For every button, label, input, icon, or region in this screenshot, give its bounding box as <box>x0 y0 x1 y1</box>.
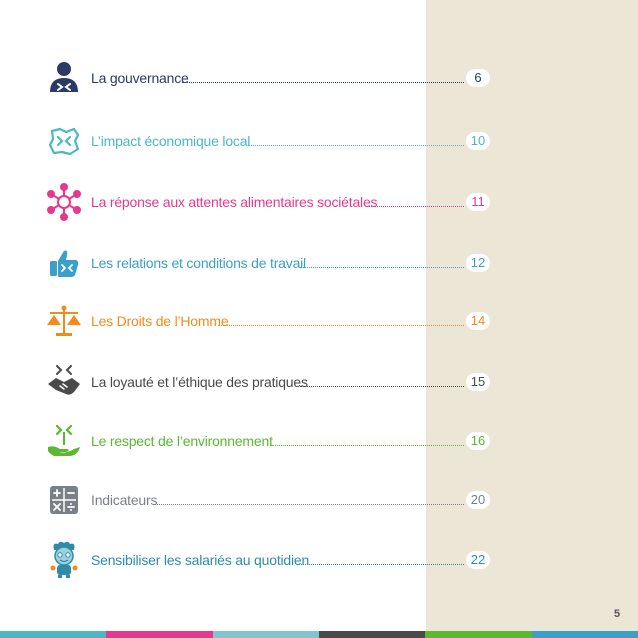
color-stripe-segment <box>319 631 425 638</box>
toc-entry-relations-travail[interactable] <box>44 243 490 283</box>
toc-entry-page: 10 <box>466 132 490 150</box>
dot-leader <box>300 267 464 268</box>
toc-entry-label: La réponse aux attentes alimentaires sociétales <box>91 194 378 210</box>
toc-entry-label: L’impact économique local <box>91 133 251 149</box>
sprout-in-hand-icon <box>44 421 84 461</box>
toc-entry-loyaute-ethique[interactable] <box>44 362 490 402</box>
toc-entry-label: Les relations et conditions de travail <box>91 255 306 271</box>
color-stripe-segment <box>0 631 106 638</box>
toc-entry-droits-homme[interactable] <box>44 301 490 341</box>
calculator-icon <box>44 480 84 520</box>
toc-entry-page: 20 <box>466 491 490 509</box>
toc-entry-reponse-alimentaire[interactable] <box>44 182 490 222</box>
color-stripe-segment <box>425 631 531 638</box>
color-stripe-segment <box>213 631 319 638</box>
toc-entry-label: Sensibiliser les salariés au quotidien <box>91 552 310 568</box>
toc-entry-label: La gouvernance <box>91 70 189 86</box>
toc-entry-page: 12 <box>466 254 490 272</box>
color-stripe-footer <box>0 631 638 638</box>
toc-entry-indicateurs[interactable] <box>44 480 490 520</box>
toc-entry-label: Le respect de l’environnement <box>91 433 273 449</box>
businessman-icon <box>44 58 84 98</box>
toc-entry-gouvernance[interactable] <box>44 58 490 98</box>
mascot-icon <box>44 540 84 580</box>
dot-leader <box>299 564 464 565</box>
thumbs-up-icon <box>44 243 84 283</box>
handshake-icon <box>44 362 84 402</box>
toc-entry-page: 6 <box>466 69 490 87</box>
toc-entry-sensibiliser[interactable] <box>44 540 490 580</box>
toc-entry-impact-economique[interactable] <box>44 121 490 161</box>
dot-leader <box>300 386 464 387</box>
molecule-icon <box>44 182 84 222</box>
scales-icon <box>44 301 84 341</box>
toc-entry-environnement[interactable] <box>44 421 490 461</box>
toc-entry-page: 14 <box>466 312 490 330</box>
dot-leader <box>154 504 464 505</box>
toc-entry-label: Indicateurs <box>91 492 158 508</box>
dot-leader <box>270 445 464 446</box>
dot-leader <box>218 325 464 326</box>
toc-entry-label: Les Droits de l’Homme <box>91 313 229 329</box>
toc-entry-label: La loyauté et l’éthique des pratiques <box>91 374 308 390</box>
dot-leader <box>248 145 464 146</box>
dot-leader <box>182 82 464 83</box>
toc-entry-page: 22 <box>466 551 490 569</box>
dot-leader <box>367 206 464 207</box>
region-map-icon <box>44 121 84 161</box>
color-stripe-segment <box>532 631 638 638</box>
page-number: 5 <box>614 608 621 620</box>
toc-entry-page: 15 <box>466 373 490 391</box>
toc-entry-page: 16 <box>466 432 490 450</box>
color-stripe-segment <box>106 631 212 638</box>
toc-entry-page: 11 <box>466 193 490 211</box>
